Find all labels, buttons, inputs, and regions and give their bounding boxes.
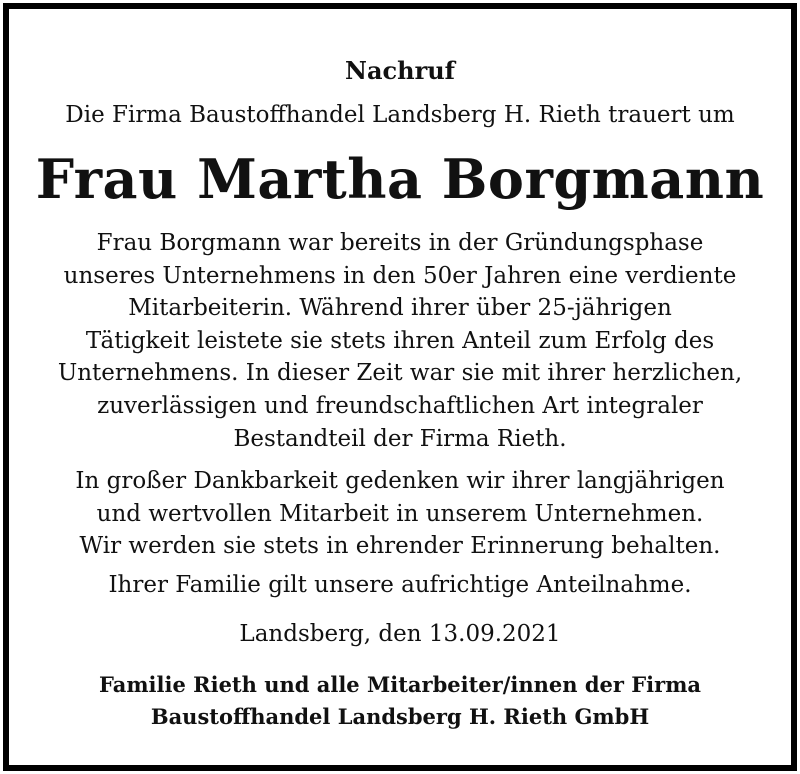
condolence-line: Ihrer Familie gilt unsere aufrichtige Anteilnahme. xyxy=(108,572,692,598)
gratitude-line: und wertvollen Mitarbeit in unserem Unternehmen. xyxy=(96,500,704,527)
signature-block xyxy=(9,669,791,733)
tribute-line: Tätigkeit leistete sie stets ihren Anteil zum Erfolg des xyxy=(85,327,715,354)
notice-heading: Nachruf xyxy=(345,56,455,85)
gratitude-line: In großer Dankbarkeit gedenken wir ihrer langjährigen xyxy=(75,468,725,494)
place-date: Landsberg, den 13.09.2021 xyxy=(239,621,561,647)
gratitude-paragraph xyxy=(9,465,791,563)
signature-line: Baustoffhandel Landsberg H. Rieth GmbH xyxy=(150,704,650,729)
tribute-line: Unternehmens. In dieser Zeit war sie mit ihrer herzlichen, xyxy=(57,360,743,387)
tribute-line: Bestandteil der Firma Rieth. xyxy=(233,425,567,452)
gratitude-line: Wir werden sie stets in ehrender Erinnerung behalten. xyxy=(79,533,721,560)
tribute-line: Frau Borgmann war bereits in der Gründungsphase xyxy=(96,230,704,256)
obituary-notice xyxy=(3,3,797,771)
notice-intro: Die Firma Baustoffhandel Landsberg H. Rieth trauert um xyxy=(65,102,735,128)
deceased-name: Frau Martha Borgmann xyxy=(35,147,765,211)
tribute-line: unseres Unternehmens in den 50er Jahren eine verdiente xyxy=(63,262,737,289)
signature-line: Familie Rieth und alle Mitarbeiter/innen der Firma xyxy=(98,672,702,697)
tribute-paragraph xyxy=(9,227,791,455)
tribute-line: zuverlässigen und freundschaftlichen Art integraler xyxy=(97,392,703,419)
tribute-line: Mitarbeiterin. Während ihrer über 25-jährigen xyxy=(128,295,672,322)
